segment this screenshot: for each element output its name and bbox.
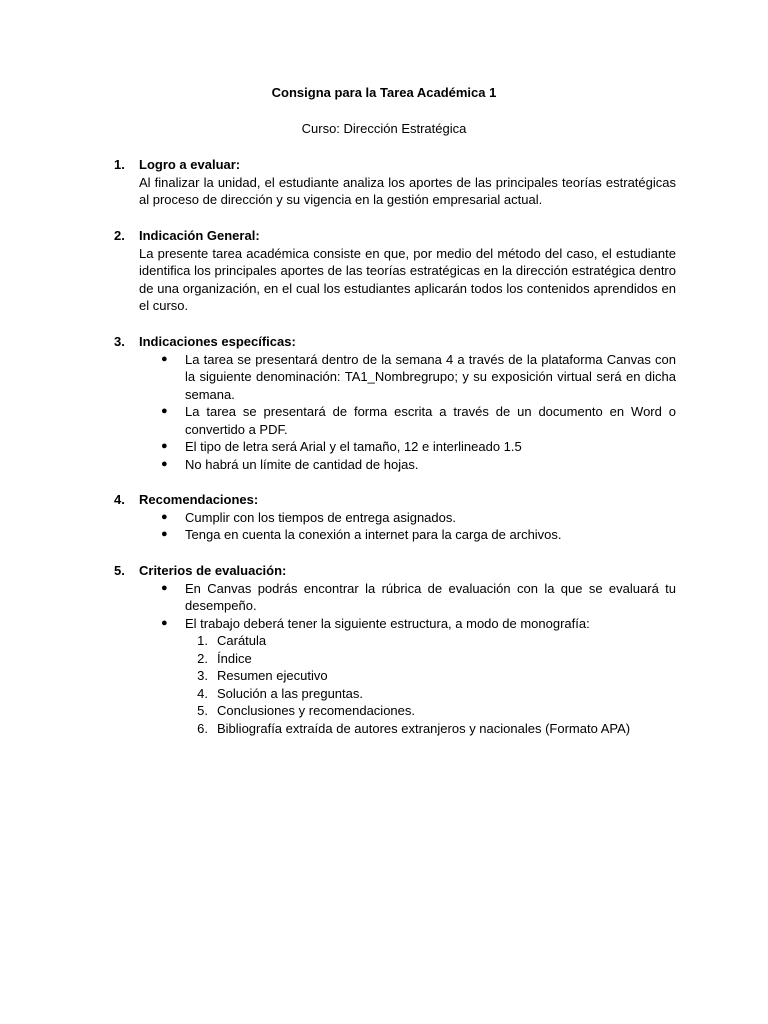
list-item-text: Índice — [217, 650, 252, 666]
section-title: Indicaciones específicas: — [139, 334, 296, 349]
list-item — [161, 526, 676, 544]
bullet-icon: ● — [161, 616, 168, 629]
list-item — [161, 456, 676, 474]
list-item — [184, 685, 676, 703]
section-heading — [114, 491, 676, 509]
bullet-icon: ● — [161, 581, 168, 594]
list-item-number: 6. — [197, 720, 208, 736]
section-title: Recomendaciones: — [139, 492, 259, 507]
list-item-text: El trabajo deberá tener la siguiente estructura, a modo de monografía: — [185, 615, 590, 631]
section-heading — [114, 156, 676, 174]
section-heading — [114, 227, 676, 245]
list-item-text: El tipo de letra será Arial y el tamaño, 12 e interlineado 1.5 — [185, 439, 522, 454]
bullet-icon: ● — [161, 457, 168, 470]
bullet-list — [161, 580, 676, 633]
bullet-icon: ● — [161, 352, 168, 365]
section-body: Al finalizar la unidad, el estudiante analiza los aportes de las principales teorías estratégicas al proceso de dirección y su vigencia en la gestión empresarial actual. — [139, 174, 676, 207]
list-item-text: Bibliografía extraída de autores extranjeros y nacionales (Formato APA) — [217, 720, 631, 736]
list-item — [184, 702, 676, 720]
bullet-icon: ● — [161, 405, 168, 417]
list-item-number: 5. — [197, 703, 208, 718]
list-item-number: 2. — [197, 650, 208, 666]
list-item — [161, 615, 676, 633]
list-item-text: Resumen ejecutivo — [217, 668, 328, 683]
list-item-text: Solución a las preguntas. — [217, 685, 363, 701]
list-item-number: 1. — [197, 633, 208, 648]
section-indicacion-general — [114, 227, 676, 315]
section-heading — [114, 562, 676, 580]
bullet-list — [161, 351, 676, 474]
section-title: Logro a evaluar: — [139, 157, 241, 172]
section-number: 4. — [114, 492, 125, 507]
section-logro — [114, 156, 676, 209]
list-item — [161, 351, 676, 404]
bullet-list — [161, 509, 676, 544]
bullet-icon: ● — [161, 440, 168, 452]
section-title: Indicación General: — [139, 228, 260, 243]
list-item — [161, 403, 676, 438]
list-item-text: La tarea se presentará dentro de la semana 4 a través de la plataforma Canvas con la siguiente denominación: TA1_Nombregrupo; y su exposición virtual será en dicha semana. — [185, 351, 676, 402]
list-item-text: Conclusiones y recomendaciones. — [217, 703, 415, 718]
list-item-text: No habrá un límite de cantidad de hojas. — [185, 456, 419, 472]
section-number: 1. — [114, 157, 125, 172]
list-item — [161, 438, 676, 456]
section-criterios — [114, 562, 676, 737]
section-heading — [114, 333, 676, 351]
structure-list — [184, 632, 676, 737]
list-item — [184, 667, 676, 685]
section-title: Criterios de evaluación: — [139, 563, 287, 578]
list-item-number: 3. — [197, 668, 208, 683]
bullet-icon: ● — [161, 510, 168, 523]
section-number: 2. — [114, 228, 125, 243]
list-item-text: Cumplir con los tiempos de entrega asignados. — [185, 509, 456, 525]
bullet-icon: ● — [161, 528, 168, 540]
section-recomendaciones — [114, 491, 676, 544]
list-item-number: 4. — [197, 685, 208, 701]
list-item-text: La tarea se presentará de forma escrita a través de un documento en Word o convertido a PDF. — [185, 404, 676, 437]
section-indicaciones-especificas — [114, 333, 676, 473]
list-item — [161, 509, 676, 527]
list-item-text: Tenga en cuenta la conexión a internet para la carga de archivos. — [185, 527, 562, 542]
list-item — [184, 650, 676, 668]
list-item — [184, 632, 676, 650]
section-number: 3. — [114, 334, 125, 349]
course-subtitle: Curso: Dirección Estratégica — [301, 121, 467, 136]
document-title: Consigna para la Tarea Académica 1 — [271, 85, 497, 100]
section-body: La presente tarea académica consiste en que, por medio del método del caso, el estudiante identifica los principales aportes de las teorías estratégicas en la dirección estratégica dentro de una organización, en el cual los estudiantes aplicarán todos los contenidos aprendidos en el curso. — [139, 245, 676, 313]
list-item — [184, 720, 676, 738]
list-item-text: En Canvas podrás encontrar la rúbrica de evaluación con la que se evaluará tu desempeño. — [185, 580, 676, 613]
section-number: 5. — [114, 563, 125, 578]
list-item-text: Carátula — [217, 633, 267, 648]
list-item — [161, 580, 676, 615]
